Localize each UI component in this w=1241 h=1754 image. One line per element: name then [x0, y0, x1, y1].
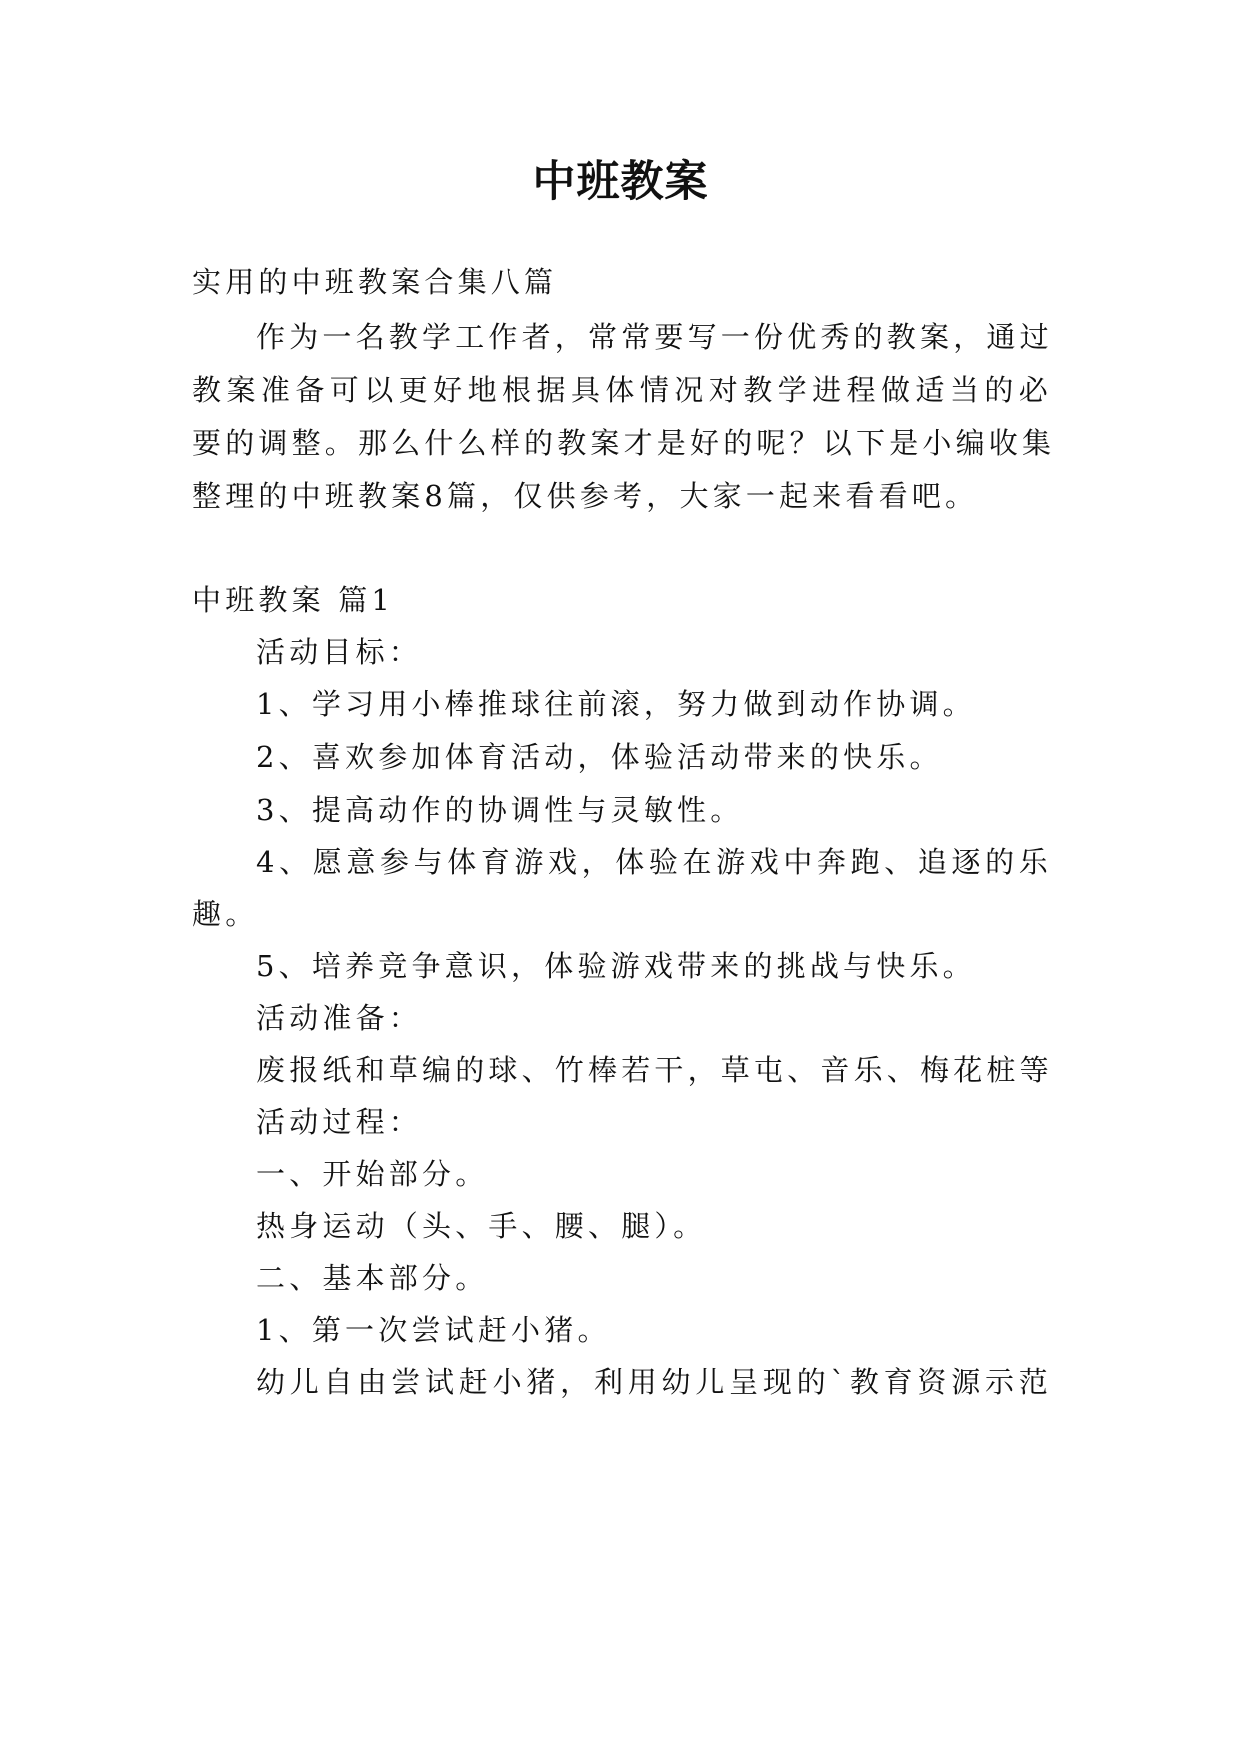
content-line: 活动过程： [256, 1105, 423, 1139]
content-line: 二、基本部分。 [256, 1261, 489, 1295]
content-line: 活动目标： [256, 635, 423, 669]
intro-line: 作为一名教学工作者，常常要写一份优秀的教案，通过 [256, 320, 1053, 354]
document-subtitle: 实用的中班教案合集八篇 [192, 265, 558, 299]
content-line: 一、开始部分。 [256, 1157, 489, 1191]
intro-line: 整理的中班教案8篇，仅供参考，大家一起来看看吧。 [192, 479, 979, 513]
intro-line: 要的调整。那么什么样的教案才是好的呢？以下是小编收集 [192, 426, 1056, 460]
content-line: 热身运动（头、手、腰、腿）。 [256, 1209, 707, 1243]
content-line: 废报纸和草编的球、竹棒若干，草屯、音乐、梅花桩等 [256, 1053, 1053, 1087]
content-line: 幼儿自由尝试赶小猪，利用幼儿呈现的`教育资源示范 [256, 1365, 1052, 1399]
content-line: 1、学习用小棒推球往前滚，努力做到动作协调。 [256, 687, 976, 721]
intro-line: 教案准备可以更好地根据具体情况对教学进程做适当的必 [192, 373, 1052, 407]
content-line: 2、喜欢参加体育活动，体验活动带来的快乐。 [256, 740, 943, 774]
content-line: 3、提高动作的协调性与灵敏性。 [256, 793, 744, 827]
content-line: 1、第一次尝试赶小猪。 [256, 1313, 611, 1347]
content-line: 4、愿意参与体育游戏，体验在游戏中奔跑、追逐的乐 [256, 845, 1052, 879]
section-heading: 中班教案 篇1 [192, 583, 395, 617]
content-line: 活动准备： [256, 1001, 423, 1035]
content-line: 趣。 [192, 897, 259, 931]
content-line: 5、培养竞争意识，体验游戏带来的挑战与快乐。 [256, 949, 976, 983]
document-title: 中班教案 [532, 157, 709, 207]
